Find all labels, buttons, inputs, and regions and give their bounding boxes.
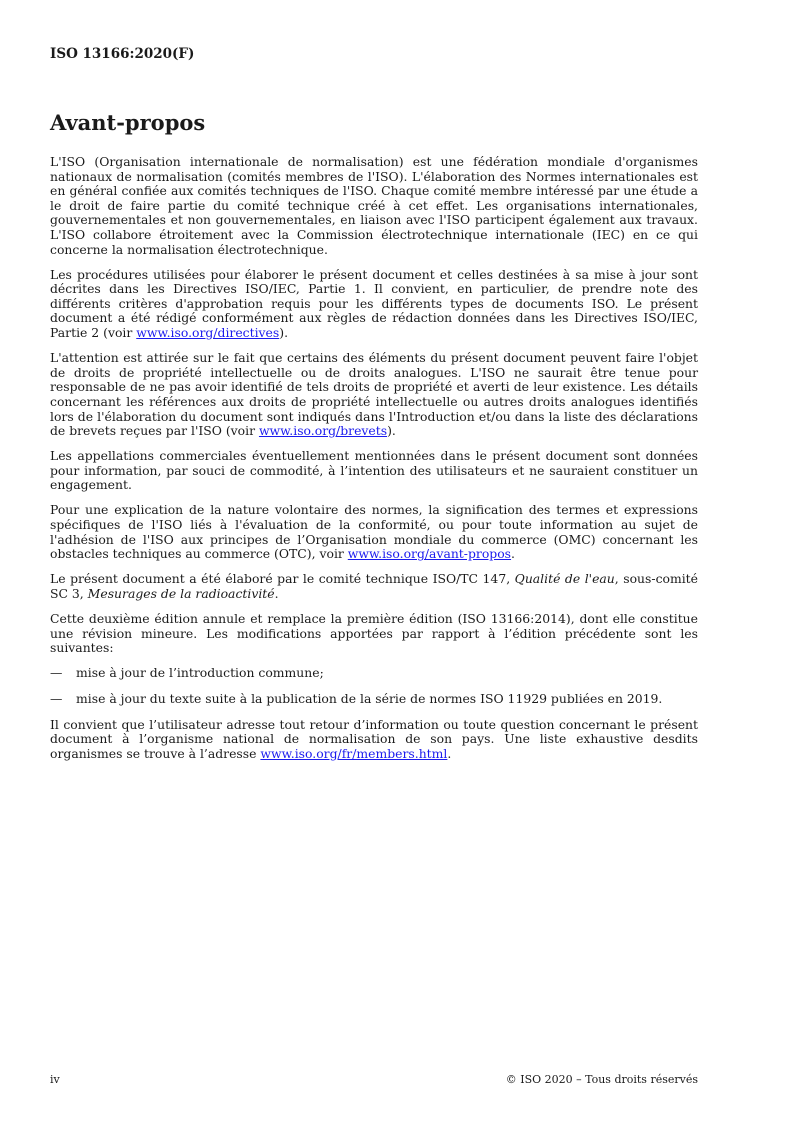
bullet-dash: — bbox=[50, 665, 63, 681]
paragraph-committee bbox=[50, 572, 698, 601]
document-id-header: ISO 13166:2020(F) bbox=[50, 46, 195, 62]
paragraph-iso-intro: L'ISO (Organisation internationale de normalisation) est une fédération mondiale d'organismes nationaux de normalisation (comités membres de l'ISO). L'élaboration des Normes internationales est en général confiée aux comités techniques de l'ISO. Chaque comité membre intéressé par une étude a le droit de faire partie du comité technique créé à cet effet. Les organisations internationales, gouvernementales et non gouvernementales, en liaison avec l'ISO participent également aux travaux. L'ISO collabore étroitement avec la Commission électrotechnique internationale (IEC) en ce qui concerne la normalisation électrotechnique. bbox=[50, 154, 698, 257]
paragraph-procedures bbox=[50, 268, 698, 341]
list-item-text: mise à jour de l’introduction commune; bbox=[76, 665, 324, 681]
foreword-link[interactable]: www.iso.org/avant-propos bbox=[347, 546, 512, 562]
list-item-text: mise à jour du texte suite à la publication de la série de normes ISO 11929 publiées en 2019. bbox=[76, 690, 663, 706]
paragraph-text: , sous-comité SC 3, bbox=[50, 571, 698, 601]
patents-link[interactable]: www.iso.org/brevets bbox=[258, 423, 388, 439]
copyright-notice: © ISO 2020 – Tous droits réservés bbox=[505, 1073, 698, 1086]
paragraph-feedback bbox=[50, 718, 698, 762]
page-number: iv bbox=[50, 1073, 60, 1086]
members-link[interactable]: www.iso.org/fr/members.html bbox=[260, 745, 448, 761]
paragraph-trade-names: Les appellations commerciales éventuellement mentionnées dans le présent document sont données pour information, par souci de commodité, à l’intention des utilisateurs et ne sauraient constituer un engagement. bbox=[50, 448, 698, 493]
list-item bbox=[50, 666, 698, 681]
paragraph-end: . bbox=[274, 585, 279, 601]
committee-title-italic: Qualité de l'eau bbox=[514, 571, 615, 587]
paragraph-end: . bbox=[511, 546, 515, 562]
foreword-body bbox=[50, 155, 698, 772]
paragraph-end: . bbox=[447, 745, 452, 761]
page-title: Avant-propos bbox=[50, 110, 206, 135]
paragraph-text: L'attention est attirée sur le fait que certains des éléments du présent document peuvent faire l'objet de droits de propriété intellectuelle ou de droits analogues. L'ISO ne saurait être tenue pour responsable de ne pas avoir identifié de tels droits de propriété et averti de leur existence. Les détails concernant les références aux droits de propriété intellectuelle ou autres droits analogues identifiés lors de l'élaboration du document sont indiqués dans l'Introduction et/ou dans la liste des déclarations de brevets reçues par l'ISO (voir bbox=[50, 350, 698, 439]
paragraph-text: Il convient que l’utilisateur adresse tout retour d’information ou toute question concernant le présent document à l’organisme national de normalisation de son pays. Une liste exhaustive desdits organismes se trouve à l’adresse bbox=[50, 716, 698, 761]
paragraph-text: Pour une explication de la nature volontaire des normes, la signification des termes et expressions spécifiques de l'ISO liés à l'évaluation de la conformité, ou pour toute information au sujet de l'adhésion de l'ISO aux principes de l’Organisation mondiale du commerce (OMC) concernant les obstacles techniques au commerce (OTC), voir bbox=[50, 502, 698, 562]
paragraph-edition: Cette deuxième édition annule et remplace la première édition (ISO 13166:2014), dont elle constitue une révision mineure. Les modifications apportées par rapport à l’édition précédente sont les suivantes: bbox=[50, 611, 698, 656]
subcommittee-title-italic: Mesurages de la radioactivité bbox=[87, 585, 275, 601]
paragraph-text: Le présent document a été élaboré par le comité technique ISO/TC 147, bbox=[50, 571, 515, 587]
directives-link[interactable]: www.iso.org/directives bbox=[136, 325, 280, 341]
paragraph-voluntary-nature bbox=[50, 503, 698, 561]
paragraph-patents bbox=[50, 351, 698, 439]
paragraph-end: ). bbox=[387, 423, 396, 439]
paragraph-text: Les procédures utilisées pour élaborer le présent document et celles destinées à sa mise à jour sont décrites dans les Directives ISO/IEC, Partie 1. Il convient, en particulier, de prendre note des différents critères d'approbation requis pour les différents types de documents ISO. Le présent document a été rédigé conformément aux règles de rédaction données dans les Directives ISO/IEC, Partie 2 (voir bbox=[50, 266, 698, 341]
list-item bbox=[50, 692, 698, 707]
paragraph-end: ). bbox=[279, 325, 289, 341]
bullet-dash: — bbox=[50, 690, 63, 706]
